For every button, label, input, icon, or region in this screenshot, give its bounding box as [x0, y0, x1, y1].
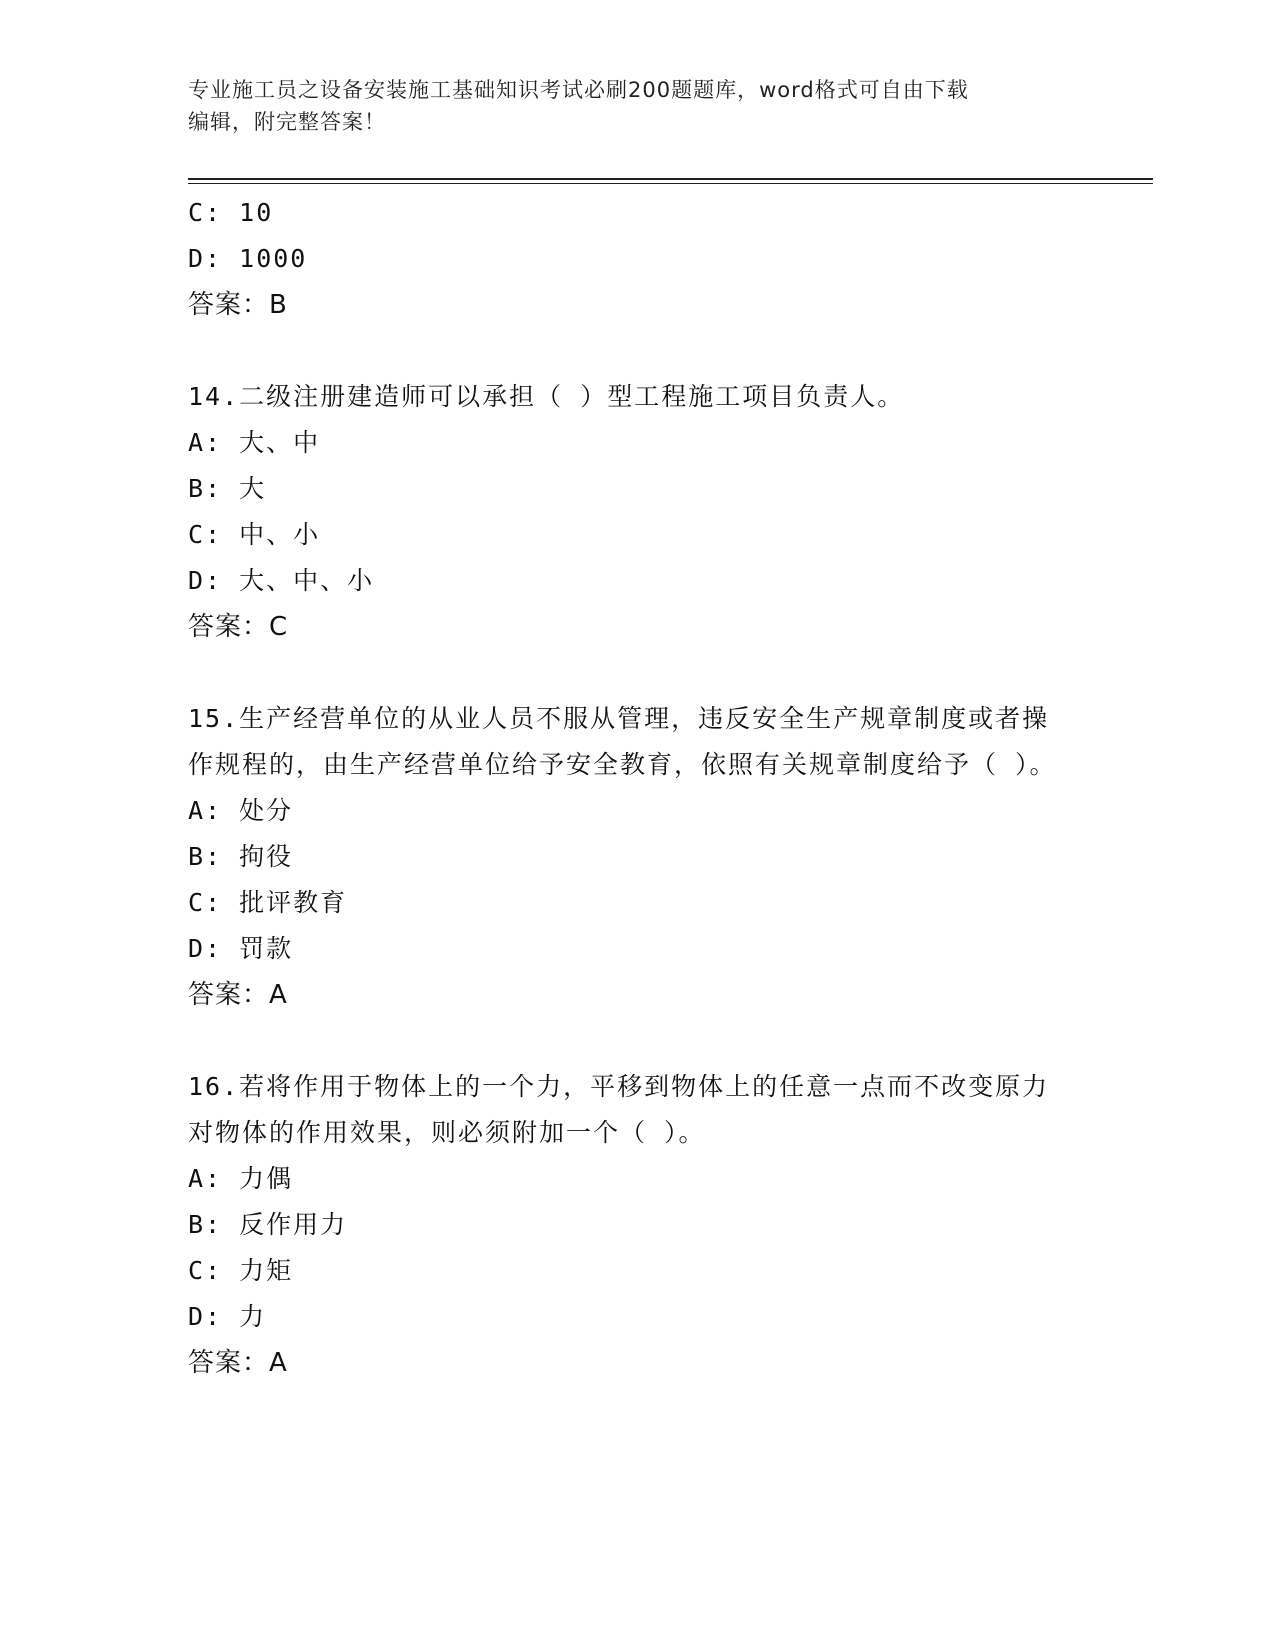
spacer — [188, 328, 1088, 374]
previous-question-tail — [188, 190, 1088, 328]
option-a: A: 处分 — [188, 796, 294, 825]
option-c: C: 中、小 — [188, 520, 321, 549]
header-divider-thick — [188, 178, 1153, 180]
question-text: 16.若将作用于物体上的一个力，平移到物体上的任意一点而不改变原力对物体的作用效果，则必须附加一个（ ）。 — [188, 1072, 1050, 1147]
option-b: B: 大 — [188, 474, 267, 503]
option-a: A: 力偶 — [188, 1164, 294, 1193]
option-d: D: 罚款 — [188, 934, 294, 963]
spacer — [188, 650, 1088, 696]
option-b: B: 拘役 — [188, 842, 294, 871]
option-c: C: 批评教育 — [188, 888, 348, 917]
question-16 — [188, 1064, 1088, 1386]
document-header — [188, 74, 1088, 138]
option-d: D: 1000 — [188, 244, 308, 273]
option-b: B: 反作用力 — [188, 1210, 348, 1239]
question-list — [188, 190, 1088, 1386]
question-15 — [188, 696, 1088, 1018]
answer-line: 答案：B — [188, 290, 288, 320]
option-a: A: 大、中 — [188, 428, 321, 457]
spacer — [188, 1018, 1088, 1064]
option-c: C: 10 — [188, 198, 274, 227]
answer-line: 答案：C — [188, 612, 289, 642]
answer-line: 答案：A — [188, 1348, 288, 1378]
option-c: C: 力矩 — [188, 1256, 294, 1285]
question-14 — [188, 374, 1088, 650]
header-title-line-2: 编辑，附完整答案！ — [188, 110, 386, 134]
answer-line: 答案：A — [188, 980, 288, 1010]
question-text: 15.生产经营单位的从业人员不服从管理，违反安全生产规章制度或者操作规程的，由生产经营单位给予安全教育，依照有关规章制度给予（ ）。 — [188, 704, 1057, 779]
header-divider-thin — [188, 183, 1153, 184]
option-d: D: 力 — [188, 1302, 267, 1331]
option-d: D: 大、中、小 — [188, 566, 375, 595]
question-text: 14.二级注册建造师可以承担（ ）型工程施工项目负责人。 — [188, 382, 905, 411]
header-title-line-1: 专业施工员之设备安装施工基础知识考试必刷200题题库，word格式可自由下载 — [188, 78, 969, 102]
